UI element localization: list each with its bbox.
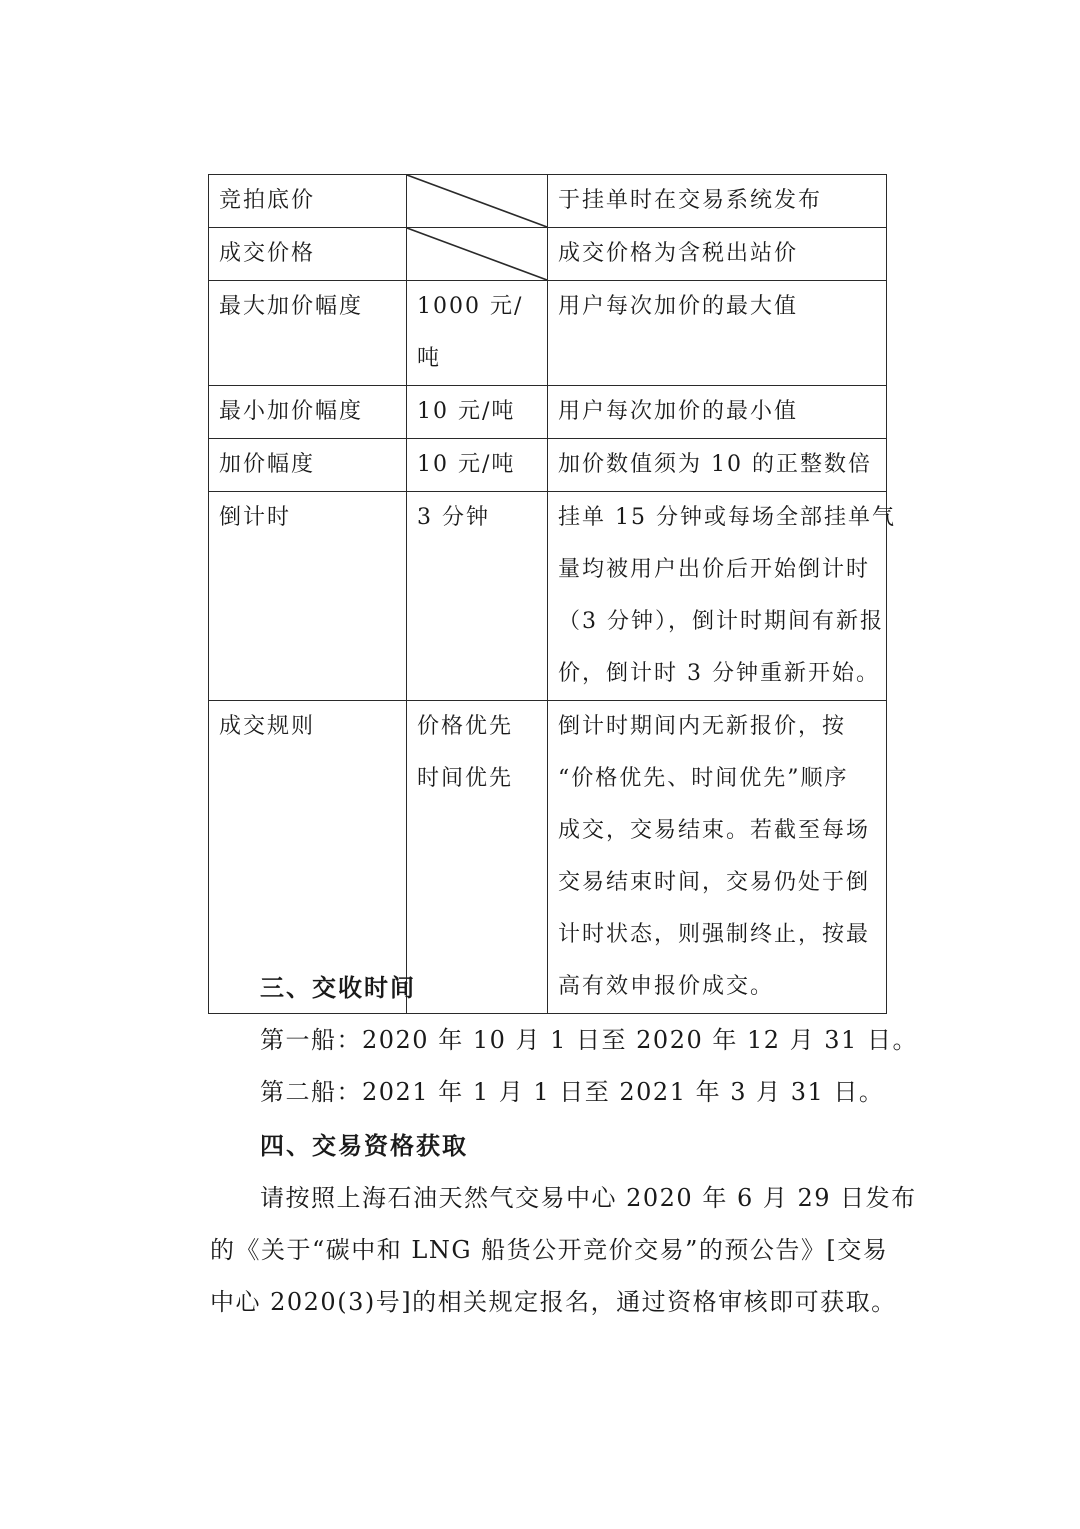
row-description-line: 价，倒计时 3 分钟重新开始。 xyxy=(558,661,880,686)
qualification-line-3: 中心 2020(3)号]的相关规定报名，通过资格审核即可获取。 xyxy=(210,1288,897,1316)
row-description xyxy=(548,281,887,386)
row-value: 10 元/吨 xyxy=(407,439,548,492)
row-label: 最小加价幅度 xyxy=(209,386,407,439)
row-value: 10 元/吨 xyxy=(407,386,548,439)
row-description xyxy=(548,439,887,492)
table-row xyxy=(209,175,887,228)
table-row xyxy=(209,228,887,281)
table-row xyxy=(209,386,887,439)
row-value-empty-diagonal xyxy=(407,228,548,281)
trading-rules-table xyxy=(208,174,896,1014)
table-row xyxy=(209,439,887,492)
row-description-line: “价格优先、时间优先”顺序 xyxy=(558,766,849,791)
row-label: 加价幅度 xyxy=(209,439,407,492)
section-3-heading: 三、交收时间 xyxy=(260,974,416,1002)
row-label: 竞拍底价 xyxy=(209,175,407,228)
row-description-line: 成交，交易结束。若截至每场 xyxy=(558,818,871,843)
table-row xyxy=(209,701,887,1014)
table-row xyxy=(209,281,887,386)
row-description-line: 倒计时期间内无新报价，按 xyxy=(558,714,847,739)
row-description xyxy=(548,228,887,281)
row-description xyxy=(548,386,887,439)
row-description xyxy=(548,492,896,701)
row-description-line: 用户每次加价的最小值 xyxy=(558,399,799,424)
row-description-line: 量均被用户出价后开始倒计时 xyxy=(558,557,871,582)
row-label: 成交价格 xyxy=(209,228,407,281)
row-label: 成交规则 xyxy=(209,701,407,1014)
row-description-line: （3 分钟），倒计时期间有新报 xyxy=(558,609,884,634)
row-value: 1000 元/吨 xyxy=(407,281,548,386)
row-value xyxy=(407,701,548,1014)
row-value-empty-diagonal xyxy=(407,175,548,228)
row-description-line: 交易结束时间，交易仍处于倒 xyxy=(558,870,871,895)
section-4-heading: 四、交易资格获取 xyxy=(260,1132,468,1160)
row-description-line: 于挂单时在交易系统发布 xyxy=(558,188,823,213)
row-label: 倒计时 xyxy=(209,492,407,701)
qualification-line-1: 请按照上海石油天然气交易中心 2020 年 6 月 29 日发布 xyxy=(260,1184,917,1212)
row-description xyxy=(548,175,887,228)
row-description-line: 用户每次加价的最大值 xyxy=(558,294,799,319)
row-description-line: 加价数值须为 10 的正整数倍 xyxy=(558,452,872,477)
delivery-first-ship: 第一船：2020 年 10 月 1 日至 2020 年 12 月 31 日。 xyxy=(260,1026,918,1054)
row-description-line: 挂单 15 分钟或每场全部挂单气 xyxy=(558,505,896,530)
row-value-line: 时间优先 xyxy=(417,766,514,791)
qualification-line-2: 的《关于“碳中和 LNG 船货公开竞价交易”的预公告》[交易 xyxy=(210,1236,889,1264)
row-label: 最大加价幅度 xyxy=(209,281,407,386)
row-value: 3 分钟 xyxy=(407,492,548,701)
table-row xyxy=(209,492,887,701)
delivery-second-ship: 第二船：2021 年 1 月 1 日至 2021 年 3 月 31 日。 xyxy=(260,1078,885,1106)
row-description-line: 高有效申报价成交。 xyxy=(558,974,775,999)
row-value-line: 价格优先 xyxy=(417,714,514,739)
row-description xyxy=(548,701,887,1014)
row-description-line: 成交价格为含税出站价 xyxy=(558,241,799,266)
row-description-line: 计时状态，则强制终止，按最 xyxy=(558,922,871,947)
